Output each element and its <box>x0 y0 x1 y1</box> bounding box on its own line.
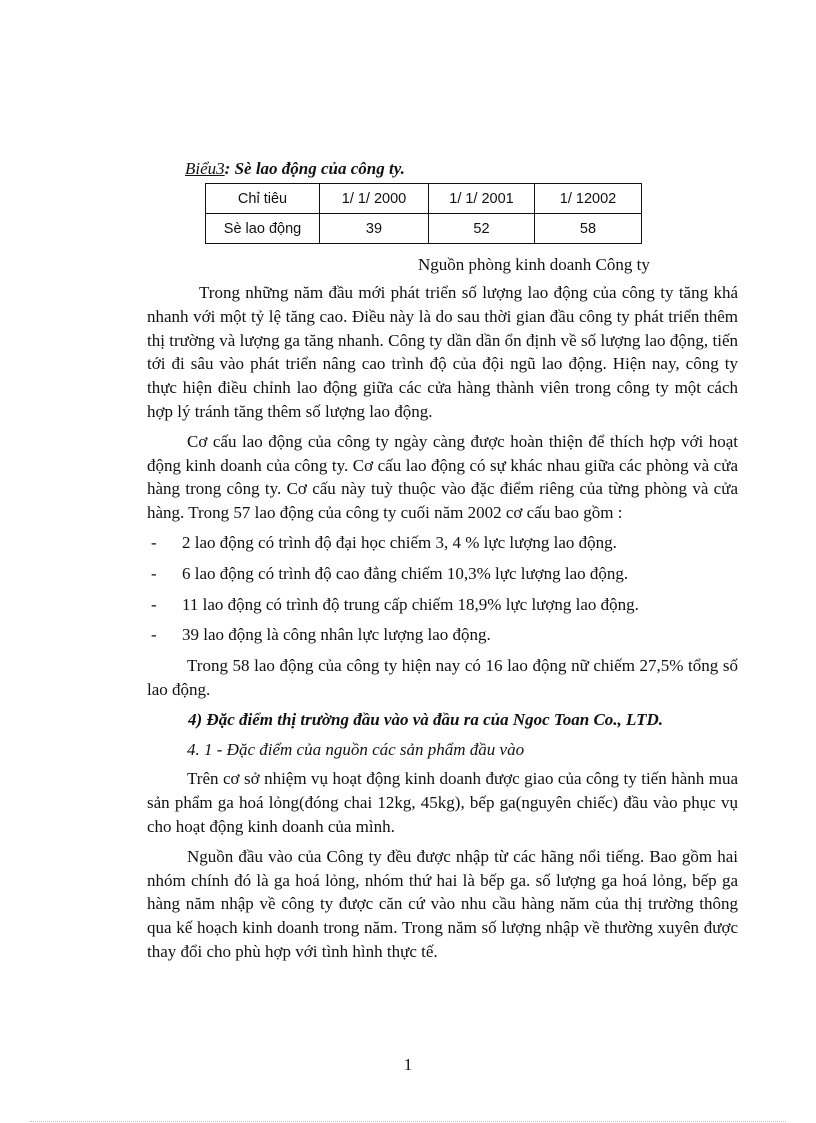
body-text <box>147 281 738 970</box>
page-bottom-divider <box>30 1121 786 1122</box>
subsection-heading: 4. 1 - Đặc điểm của nguồn các sản phẩm đầu vào <box>187 739 525 759</box>
table-source: Nguồn phòng kinh doanh Công ty <box>418 255 650 274</box>
table-header-cell: 1/ 1/ 2000 <box>320 184 429 214</box>
caption-separator: : <box>224 159 235 178</box>
table-cell: 58 <box>535 214 642 244</box>
labor-table <box>205 183 642 244</box>
table-header-cell: 1/ 12002 <box>535 184 642 214</box>
caption-label: Biểu3 <box>185 159 225 178</box>
list-item-text: 39 lao động là công nhân lực lượng lao động. <box>182 625 491 645</box>
list-item <box>147 531 738 555</box>
bullet-dash: - <box>151 594 157 614</box>
page-number: 1 <box>403 1055 413 1074</box>
table-cell: 39 <box>320 214 429 244</box>
bullet-dash: - <box>151 625 157 645</box>
table-cell: Sè lao động <box>206 214 320 244</box>
section-heading: 4) Đặc điểm thị trường đầu vào và đầu ra của Ngoc Toan Co., LTD. <box>188 709 664 729</box>
bullet-dash: - <box>151 563 157 583</box>
bullet-dash: - <box>151 532 157 552</box>
table-cell: 52 <box>429 214 535 244</box>
caption-title: Sè lao động của công ty. <box>234 159 405 178</box>
paragraph: Trên cơ sở nhiệm vụ hoạt động kinh doanh được giao của công ty tiến hành mua sản phẩm ga hoá lỏng(đóng chai 12kg, 45kg), bếp ga(nguyên chiếc) đầu vào phục vụ cho hoạt động kinh doanh của mình. <box>147 769 738 836</box>
list-item-text: 6 lao động có trình độ cao đẳng chiếm 10,3% lực lượng lao động. <box>182 563 629 583</box>
table-header-cell: 1/ 1/ 2001 <box>429 184 535 214</box>
list-item <box>147 623 738 647</box>
list-item <box>147 562 738 586</box>
list-item <box>147 593 738 617</box>
paragraph: Trong 58 lao động của công ty hiện nay có 16 lao động nữ chiếm 27,5% tổng số lao động. <box>147 656 738 699</box>
table-header-cell: Chỉ tiêu <box>206 184 320 214</box>
list-item-text: 2 lao động có trình độ đại học chiếm 3, 4 % lực lượng lao động. <box>182 532 617 552</box>
table-header-row <box>206 184 642 214</box>
paragraph: Trong những năm đầu mới phát triển số lượng lao động của công ty tăng khá nhanh với một tỷ lệ tăng cao. Điều này là do sau thời gian đầu công ty phát triển thêm thị trường và lượng ga tăng nhanh. Công ty dần dần ổn định về số lượng lao động, tiến tới đi sâu vào phát triển nâng cao trình độ của đội ngũ lao động. Hiện nay, công ty thực hiện điều chỉnh lao động giữa các cửa hàng thành viên trong công ty một cách hợp lý tránh tăng thêm số lượng lao động. <box>147 283 738 421</box>
table-row <box>206 214 642 244</box>
paragraph: Nguồn đầu vào của Công ty đều được nhập từ các hãng nổi tiếng. Bao gồm hai nhóm chính đó là ga hoá lỏng, nhóm thứ hai là bếp ga. số lượng ga hoá lỏng, bếp ga hàng năm nhập về công ty được căn cứ vào nhu cầu hàng năm của thị trường thông qua kế hoạch kinh doanh trong năm. Trong năm số lượng nhập về thường xuyên được thay đổi cho phù hợp với tình hình thực tế. <box>147 846 738 961</box>
list-item-text: 11 lao động có trình độ trung cấp chiếm 18,9% lực lượng lao động. <box>182 594 639 614</box>
paragraph: Cơ cấu lao động của công ty ngày càng được hoàn thiện để thích hợp với hoạt động kinh doanh của công ty. Cơ cấu lao động có sự khác nhau giữa các phòng và cửa hàng trong công ty. Cơ cấu này tuỳ thuộc vào đặc điểm riêng của từng phòng và cửa hàng. Trong 57 lao động của công ty cuối năm 2002 cơ cấu bao gồm : <box>147 431 738 523</box>
table-caption <box>185 158 405 180</box>
